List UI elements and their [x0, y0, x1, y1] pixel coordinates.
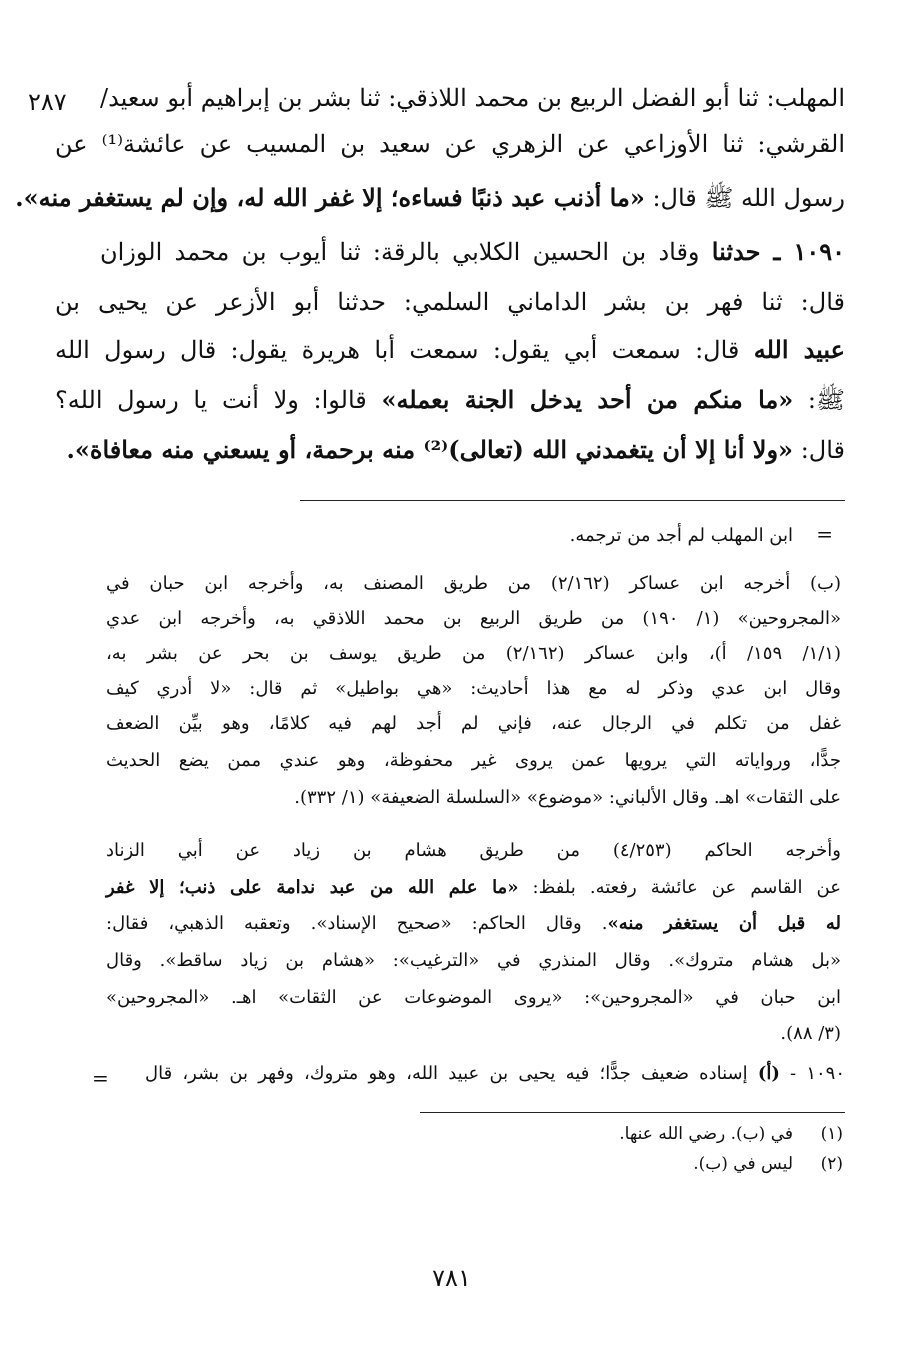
notes-separator-rule	[300, 500, 845, 501]
note-line-14: (٣/ ٨٨).	[780, 1023, 841, 1044]
main-line-1: المهلب: ثنا أبو الفضل الربيع بن محمد اللاذقي: ثنا بشر بن إبراهيم أبو سعيد/	[100, 84, 845, 112]
note-line-4: (١/١/ ١٥٩/ أ)، وابن عساكر (٢/١٦٢) من طريق يوسف بن بحر عن بشر به،	[106, 643, 841, 664]
continuation-mark-bottom: =	[92, 1066, 109, 1090]
main-line-7: ﷺ: «ما منكم من أحد يدخل الجنة بعمله» قالوا: ولا أنت يا رسول الله؟	[55, 385, 845, 414]
main-line-4: ١٠٩٠ ـ حدثنا وقاد بن الحسين الكلابي بالرقة: ثنا أيوب بن محمد الوزان	[100, 237, 845, 266]
continuation-mark-top: =	[816, 522, 833, 546]
note-line-13: ابن حبان في «المجروحين»: «يروى الموضوعات عن الثقات» اهـ. «المجروحين»	[106, 987, 841, 1008]
margin-folio-number: ٢٨٧	[28, 88, 67, 116]
note-line-2: (ب) أخرجه ابن عساكر (٢/١٦٢) من طريق المصنف به، وأخرجه ابن حبان في	[106, 573, 841, 594]
note-line-10: عن القاسم عن عائشة رفعته. بلفظ: «ما علم الله من عبد ندامة على ذنب؛ إلا غفر	[106, 877, 841, 898]
note-line-7: جدًّا، ورواياته التي يرويها عمن يروى غير محفوظة، وهو عندي ممن يضع الحديث	[106, 750, 841, 771]
footnote-text: في (ب). رضي الله عنها.	[619, 1124, 793, 1144]
main-line-3: رسول الله ﷺ قال: «ما أذنب عبد ذنبًا فساءه؛ إلا غفر الله له، وإن لم يستغفر منه».	[15, 183, 845, 212]
footnote-number: (٢)	[820, 1154, 843, 1174]
note-line-12: «بل هشام متروك». وقال المنذري في «الترغيب»: «هشام بن زياد ساقط». وقال	[106, 950, 841, 971]
note-line-1: ابن المهلب لم أجد من ترجمه.	[569, 525, 793, 546]
main-line-5: قال: ثنا فهر بن بشر الداماني السلمي: حدثنا أبو الأزعر عن يحيى بن	[55, 288, 845, 316]
note-line-6: غفل من تكلم في الرجال عنه، فإني لم أجد لهم فيه كلامًا، وهو بيِّن الضعف	[106, 713, 841, 734]
note-line-5: وقال ابن عدي وذكر له مع هذا أحاديث: «هي بواطيل» ثم قال: «لا أدري كيف	[106, 678, 841, 699]
note-line-15: ١٠٩٠ - (أ) إسناده ضعيف جدًّا؛ فيه يحيى بن عبيد الله، وهو متروك، وفهر بن بشر، قال	[145, 1063, 845, 1084]
page-number: ٧٨١	[432, 1264, 471, 1292]
footnote-separator-rule	[420, 1112, 845, 1113]
note-line-3: «المجروحين» (١/ ١٩٠) من طريق الربيع بن محمد اللاذقي به، وأخرجه ابن عدي	[106, 608, 841, 629]
main-line-8: قال: «ولا أنا إلا أن يتغمدني الله (تعالى)⁽²⁾ منه برحمة، أو يسعني منه معافاة».	[66, 435, 845, 464]
note-line-11: له قبل أن يستغفر منه». وقال الحاكم: «صحيح الإسناد». وتعقبه الذهبي، فقال:	[106, 913, 841, 934]
footnote-number: (١)	[820, 1124, 843, 1144]
main-line-2: القرشي: ثنا الأوزاعي عن الزهري عن سعيد بن المسيب عن عائشة⁽¹⁾ عن	[55, 130, 845, 158]
note-line-9: وأخرجه الحاكم (٤/٢٥٣) من طريق هشام بن زياد عن أبي الزناد	[106, 840, 841, 861]
footnote-text: ليس في (ب).	[693, 1154, 793, 1174]
note-line-8: على الثقات» اهـ. وقال الألباني: «موضوع» «السلسلة الضعيفة» (١/ ٣٣٢).	[294, 787, 841, 808]
main-line-6: عبيد الله قال: سمعت أبي يقول: سمعت أبا هريرة يقول: قال رسول الله	[55, 335, 845, 364]
